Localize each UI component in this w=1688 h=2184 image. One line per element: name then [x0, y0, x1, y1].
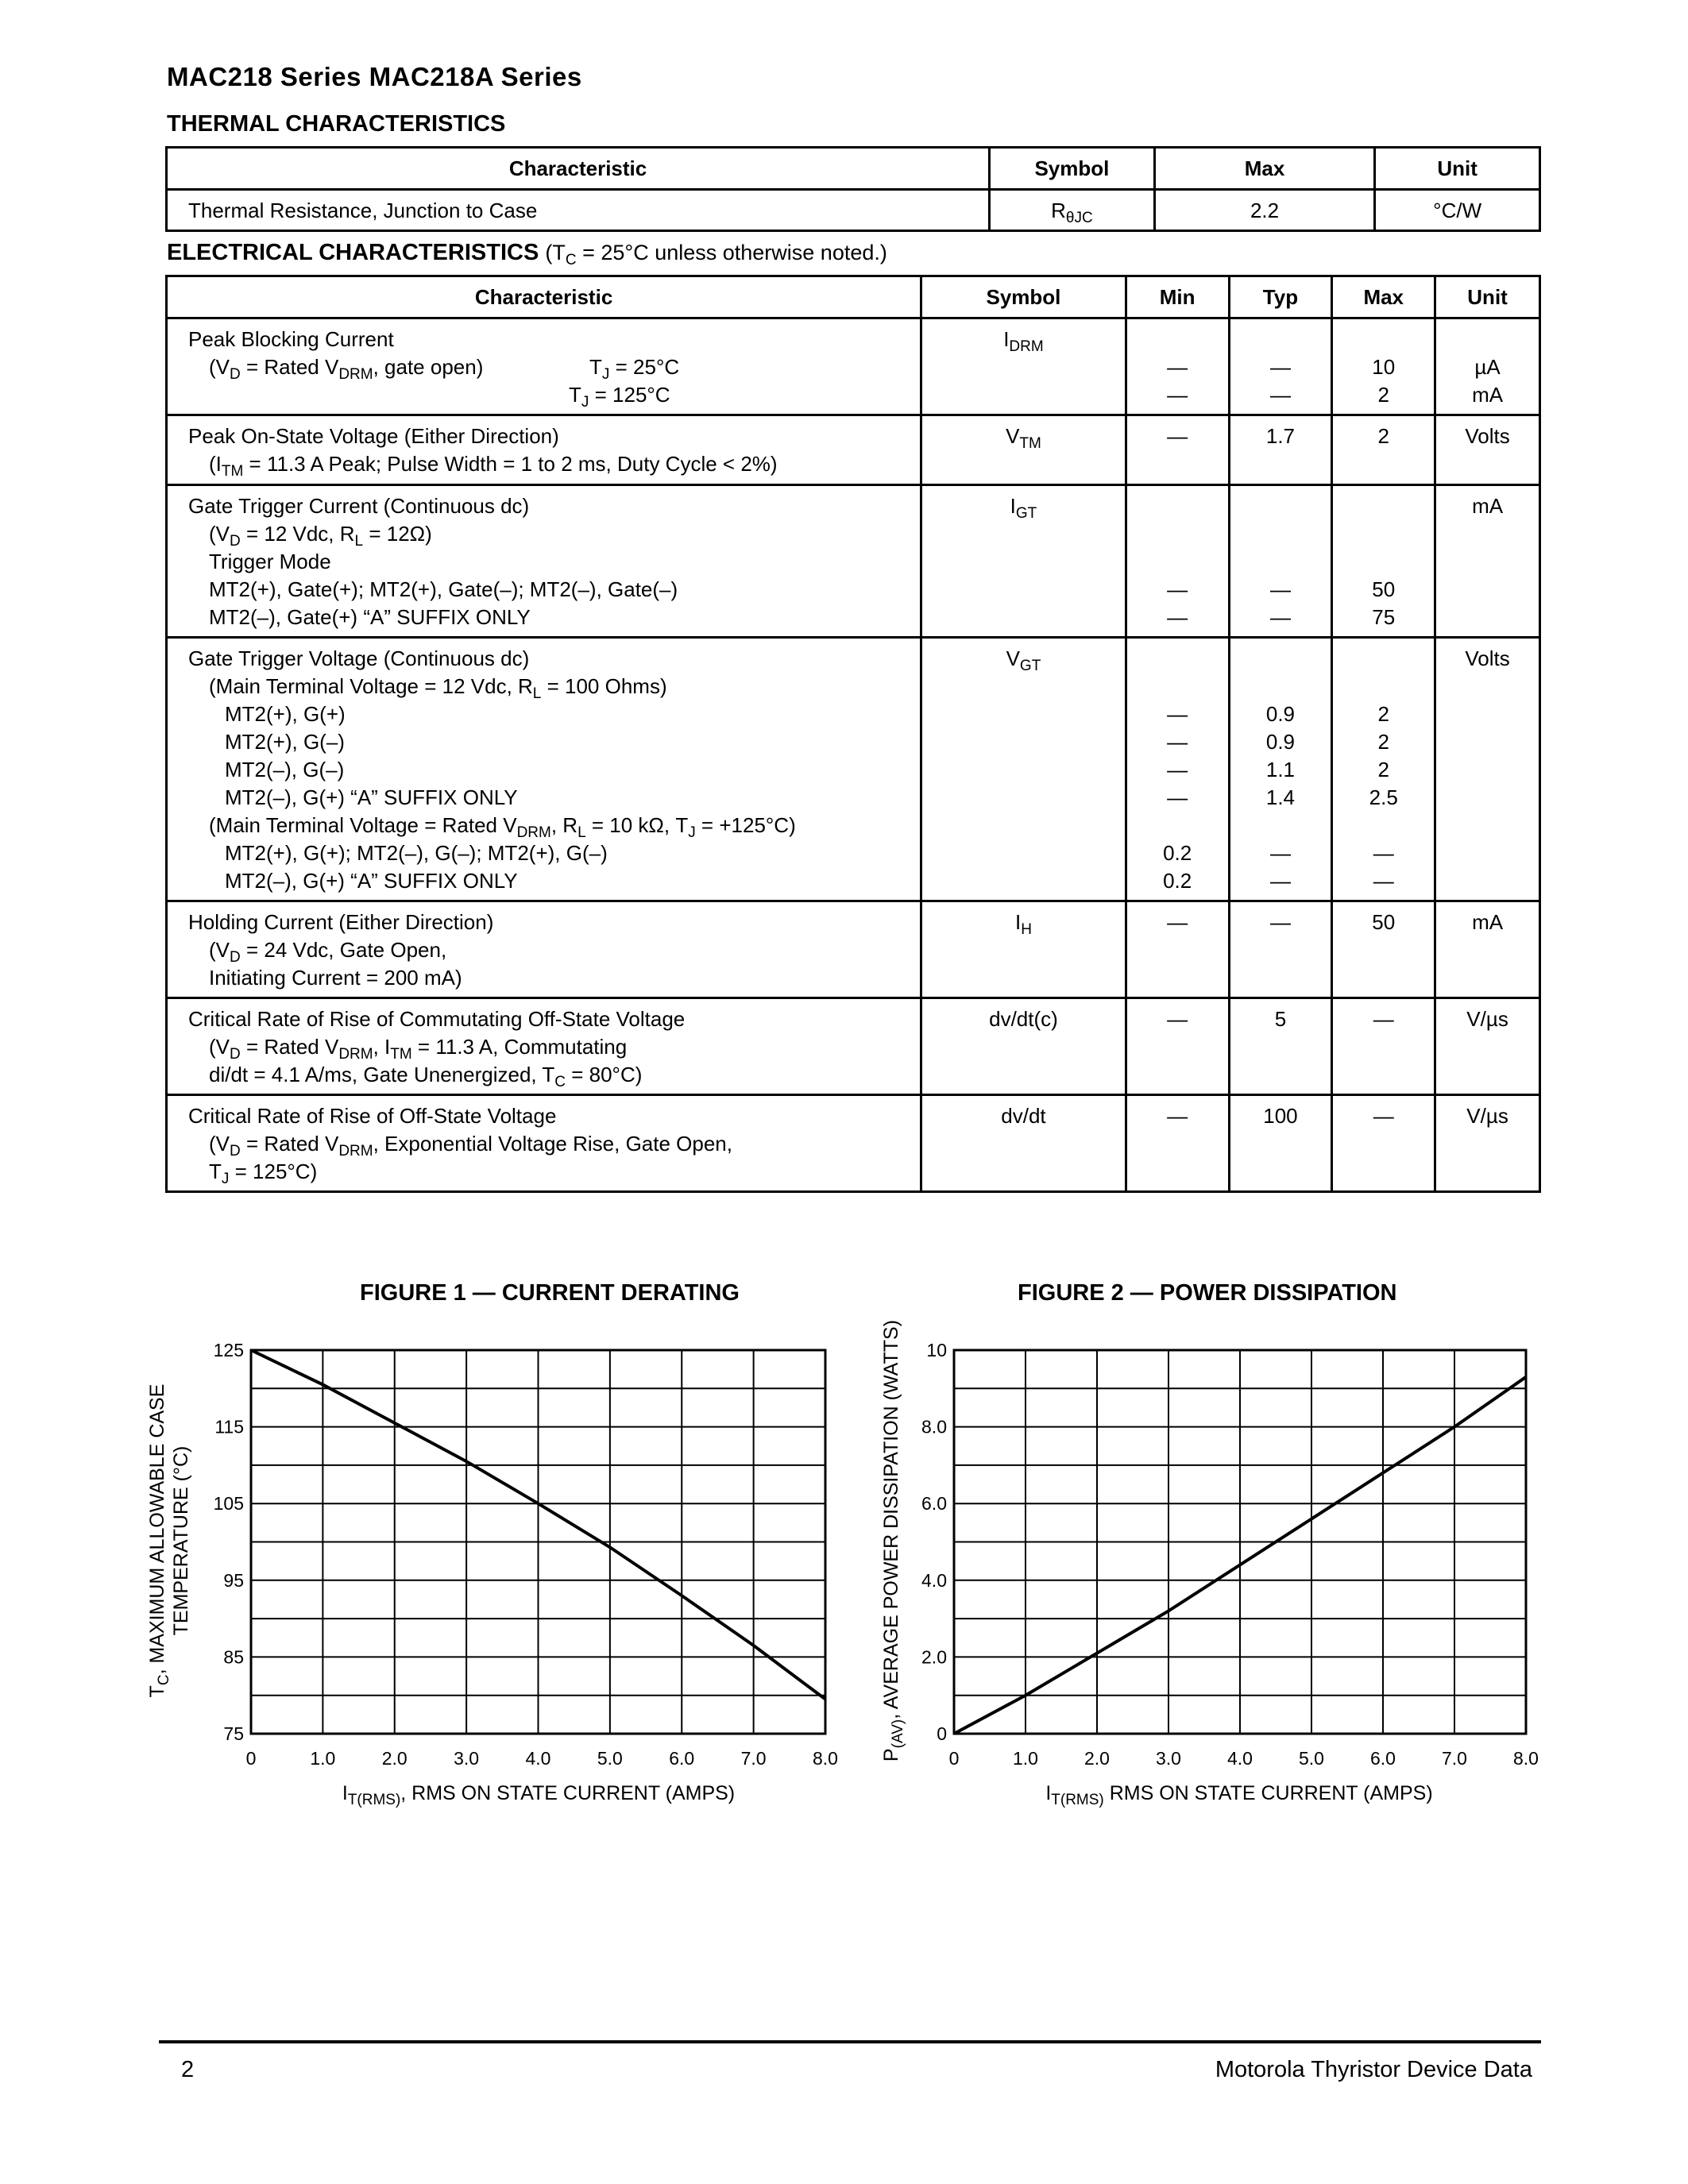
char-line: (Main Terminal Voltage = Rated $V_{DRM}$, $R_L = 10$ kΩ, $T_J = +125^\circ C$) — [209, 813, 796, 841]
y-tick-label: 10 — [926, 1340, 947, 1360]
char-line: ($V_D$ = Rated $V_{DRM}$, $I_{TM} = 11.3$ A, Commutating — [209, 1035, 628, 1063]
min-cell: — — — [1126, 485, 1229, 638]
y-tick-label: 105 — [213, 1493, 244, 1515]
y-axis-label: $P_{(AV)}$, AVERAGE POWER DISSIPATION (WATTS) — [880, 1319, 906, 1762]
header-typ: Typ — [1229, 276, 1332, 318]
x-tick-label: 5.0 — [1299, 1748, 1324, 1769]
min-cell: — — [1126, 901, 1229, 998]
symbol-cell: $V_{GT}$ — [921, 638, 1126, 901]
symbol-cell: $I_H$ — [921, 901, 1126, 998]
tj-condition: $T_J = 25^\circ C$ — [589, 355, 680, 383]
min-cell: — — [1126, 1095, 1229, 1192]
typ-cell: 100 — [1229, 1095, 1332, 1192]
figure-2-power-dissipation-chart — [880, 1320, 1539, 1808]
thermal-header-characteristic: Characteristic — [167, 148, 990, 190]
x-tick-label: 2.0 — [381, 1748, 408, 1769]
char-line: MT2(–), Gate(+) “A” SUFFIX ONLY — [209, 605, 531, 629]
x-tick-label: 5.0 — [597, 1748, 623, 1769]
typ-cell: — — — [1229, 485, 1332, 638]
x-tick-label: 8.0 — [1513, 1748, 1539, 1769]
unit-cell: V/µs — [1435, 1095, 1540, 1192]
thermal-header-max: Max — [1154, 148, 1374, 190]
thermal-symbol: $R_{\theta JC}$ — [990, 190, 1155, 231]
max-cell: — — [1332, 998, 1435, 1095]
y-tick-label: 8.0 — [921, 1416, 947, 1437]
x-tick-label: 3.0 — [454, 1748, 480, 1769]
char-line: MT2(–), G(+) “A” SUFFIX ONLY — [225, 785, 518, 809]
char-line: Gate Trigger Voltage (Continuous dc) — [188, 646, 530, 670]
char-line: Trigger Mode — [209, 550, 331, 573]
thermal-max: 2.2 — [1154, 190, 1374, 231]
char-line: MT2(–), G(+) “A” SUFFIX ONLY — [225, 869, 518, 893]
electrical-title-note: ($T_C = 25^\circ C$ unless otherwise noted.) — [545, 241, 887, 268]
x-tick-label: 6.0 — [669, 1748, 695, 1769]
typ-cell: 1.7 — [1229, 415, 1332, 485]
min-cell: — — [1126, 415, 1229, 485]
max-cell: 50 75 — [1332, 485, 1435, 638]
min-cell: — — — [1126, 318, 1229, 415]
char-line: MT2(+), G(+) — [225, 702, 346, 726]
figure-1-title: FIGURE 1 — CURRENT DERATING — [360, 1280, 740, 1306]
symbol-cell: dv/dt — [921, 1095, 1126, 1192]
y-tick-label: 6.0 — [921, 1493, 947, 1515]
char-line: MT2(+), G(–) — [225, 730, 345, 754]
y-tick-label: 95 — [223, 1569, 244, 1591]
max-cell: 50 — [1332, 901, 1435, 998]
char-line: di/dt = 4.1 A/ms, Gate Unenergized, $T_C = 80^\circ C$) — [209, 1063, 643, 1090]
figure-1-current-derating-chart — [146, 1340, 838, 1808]
char-line: ($V_D = 24$ Vdc, Gate Open, — [209, 938, 447, 966]
symbol-cell: dv/dt(c) — [921, 998, 1126, 1095]
x-axis-label: $I_{T(RMS)}$ RMS ON STATE CURRENT (AMPS) — [1045, 1782, 1433, 1808]
x-tick-label: 7.0 — [1442, 1748, 1467, 1769]
y-tick-label: 2.0 — [921, 1646, 947, 1668]
char-line: Peak On-State Voltage (Either Direction) — [188, 424, 559, 448]
x-tick-label: 3.0 — [1156, 1748, 1181, 1769]
char-line: Holding Current (Either Direction) — [188, 910, 494, 934]
char-line: ($V_D$ = Rated $V_{DRM}$, Exponential Voltage Rise, Gate Open, — [209, 1132, 732, 1160]
typ-cell: — — [1229, 901, 1332, 998]
y-axis-label: $T_C$, MAXIMUM ALLOWABLE CASE — [146, 1383, 172, 1698]
tj-condition: $T_J = 125^\circ C$ — [569, 383, 670, 411]
figure-2-title: FIGURE 2 — POWER DISSIPATION — [1018, 1280, 1397, 1306]
typ-cell: — — — [1229, 318, 1332, 415]
x-tick-label: 1.0 — [310, 1748, 336, 1769]
symbol-cell: $V_{TM}$ — [921, 415, 1126, 485]
char-line: MT2(+), Gate(+); MT2(+), Gate(–); MT2(–), Gate(–) — [209, 577, 678, 601]
page-number: 2 — [181, 2057, 195, 2082]
char-line: (Main Terminal Voltage = 12 Vdc, $R_L = 100$ Ohms) — [209, 674, 667, 702]
x-tick-label: 4.0 — [1227, 1748, 1253, 1769]
header-symbol: Symbol — [921, 276, 1126, 318]
x-tick-label: 0 — [948, 1748, 960, 1769]
symbol-cell: $I_{DRM}$ — [921, 318, 1126, 415]
unit-cell: mA — [1435, 485, 1540, 638]
electrical-title-text: ELECTRICAL CHARACTERISTICS — [167, 240, 539, 265]
unit-cell: V/µs — [1435, 998, 1540, 1095]
header-characteristic: Characteristic — [167, 276, 921, 318]
thermal-header-symbol: Symbol — [990, 148, 1155, 190]
unit-cell: Volts — [1435, 415, 1540, 485]
typ-cell: 0.9 0.9 1.1 1.4 — — — [1229, 638, 1332, 901]
footer-rule — [159, 2040, 1541, 2043]
y-axis-label-line-2: TEMPERATURE (°C) — [170, 1445, 192, 1636]
char-line: Peak Blocking Current — [188, 327, 394, 351]
x-tick-label: 4.0 — [525, 1748, 551, 1769]
thermal-header-unit: Unit — [1375, 148, 1540, 190]
min-cell: — — — — 0.2 0.2 — [1126, 638, 1229, 901]
max-cell: — — [1332, 1095, 1435, 1192]
char-line: MT2(–), G(–) — [225, 758, 345, 781]
y-tick-label: 4.0 — [921, 1569, 947, 1591]
max-cell: 2 — [1332, 415, 1435, 485]
header-max: Max — [1332, 276, 1435, 318]
max-cell: 10 2 — [1332, 318, 1435, 415]
y-tick-label: 85 — [223, 1646, 244, 1668]
char-line: ($V_D = 12$ Vdc, $R_L = 12\Omega$) — [209, 522, 432, 550]
char-line: Gate Trigger Current (Continuous dc) — [188, 494, 530, 518]
char-line: ($V_D$ = Rated $V_{DRM}$, gate open) $T_J = 25^\circ C$ — [209, 355, 680, 383]
footer-document-name: Motorola Thyristor Device Data — [1215, 2057, 1532, 2082]
header-unit: Unit — [1435, 276, 1540, 318]
x-tick-label: 2.0 — [1084, 1748, 1110, 1769]
x-axis-label: $I_{T(RMS)}$, RMS ON STATE CURRENT (AMPS) — [342, 1782, 736, 1808]
thermal-characteristic: Thermal Resistance, Junction to Case — [167, 190, 990, 231]
char-line: ($I_{TM} = 11.3$ A Peak; Pulse Width = 1 to 2 ms, Duty Cycle < 2%) — [209, 452, 778, 480]
thermal-section-title: THERMAL CHARACTERISTICS — [167, 111, 506, 137]
y-tick-label: 75 — [223, 1723, 244, 1744]
char-line: Critical Rate of Rise of Commutating Off-State Voltage — [188, 1007, 686, 1031]
symbol-cell: $I_{GT}$ — [921, 485, 1126, 638]
y-tick-label: 0 — [937, 1723, 947, 1744]
unit-cell: Volts — [1435, 638, 1540, 901]
x-tick-label: 0 — [245, 1748, 257, 1769]
y-tick-label: 115 — [214, 1416, 244, 1437]
y-tick-label: 125 — [213, 1340, 244, 1360]
unit-cell: µA mA — [1435, 318, 1540, 415]
typ-cell: 5 — [1229, 998, 1332, 1095]
thermal-unit: °C/W — [1375, 190, 1540, 231]
document-title: MAC218 Series MAC218A Series — [167, 62, 582, 91]
char-line: MT2(+), G(+); MT2(–), G(–); MT2(+), G(–) — [225, 841, 608, 865]
x-tick-label: 7.0 — [740, 1748, 767, 1769]
char-line: Critical Rate of Rise of Off-State Voltage — [188, 1104, 557, 1128]
min-cell: — — [1126, 998, 1229, 1095]
x-tick-label: 1.0 — [1013, 1748, 1038, 1769]
x-tick-label: 6.0 — [1370, 1748, 1396, 1769]
x-tick-label: 8.0 — [813, 1748, 838, 1769]
char-line: $T_J = 125^\circ C$) — [209, 1160, 318, 1187]
unit-cell: mA — [1435, 901, 1540, 998]
header-min: Min — [1126, 276, 1229, 318]
char-line: Initiating Current = 200 mA) — [209, 966, 462, 990]
max-cell: 2 2 2 2.5 — — — [1332, 638, 1435, 901]
